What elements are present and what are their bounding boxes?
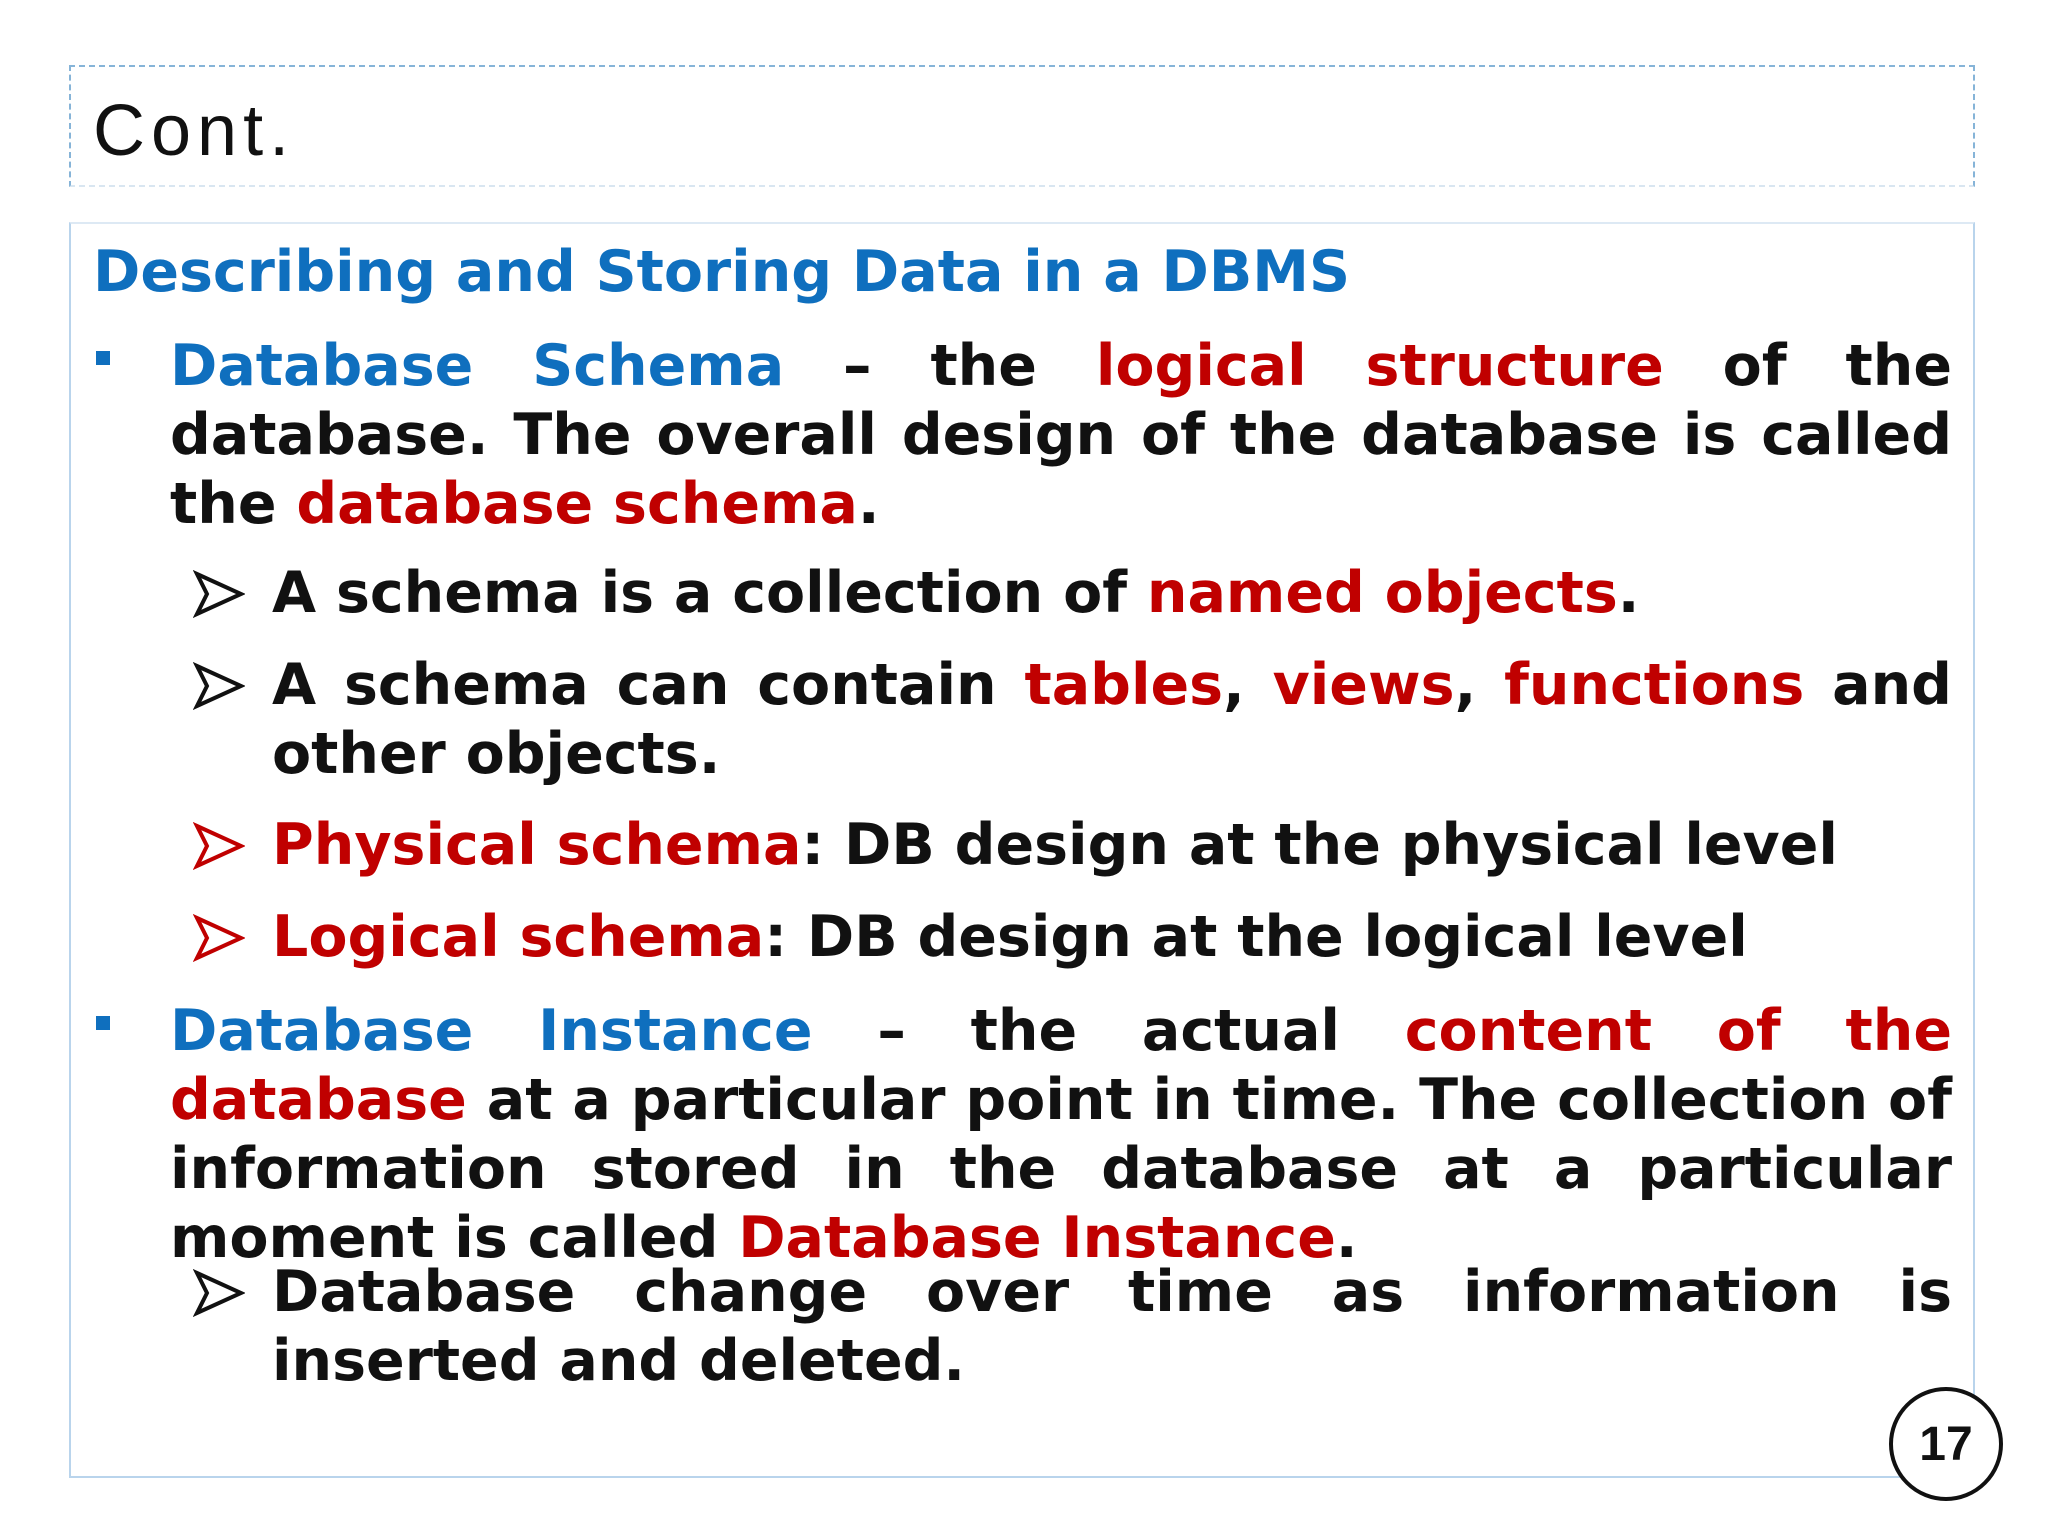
dash: –: [877, 998, 906, 1064]
text: and: [1832, 652, 1952, 718]
text: ,: [1454, 652, 1477, 718]
text: the: [930, 333, 1037, 399]
arrow-bullet-icon: [193, 822, 245, 870]
arrow-bullet-icon: [193, 662, 245, 710]
sub-database-change: [272, 1258, 1952, 1396]
content-box: [69, 222, 1975, 1478]
sub-schema-contents: [272, 651, 1952, 789]
text: Database change over time as information is inserted and deleted.: [272, 1259, 1952, 1394]
text: ,: [1223, 652, 1245, 718]
highlight-logical-schema: Logical schema: [272, 904, 765, 970]
section-heading: Describing and Storing Data in a DBMS: [93, 239, 1351, 305]
square-bullet-icon: [96, 351, 110, 365]
highlight-database-instance: Database Instance: [738, 1205, 1336, 1271]
text: database. The overall design of the database is called: [170, 402, 1952, 468]
text: A schema can contain: [272, 652, 997, 718]
text: : DB design at the logical level: [764, 904, 1748, 970]
arrow-bullet-icon: [193, 1269, 245, 1317]
term-database-instance: Database Instance: [170, 998, 813, 1064]
bullet-database-instance: [170, 997, 1952, 1273]
text: the: [170, 471, 277, 537]
text: other objects.: [272, 721, 721, 787]
highlight-database-schema: database schema: [296, 471, 858, 537]
arrow-bullet-icon: [193, 570, 245, 618]
highlight-logical-structure: logical structure: [1095, 333, 1664, 399]
highlight-views: views: [1272, 652, 1455, 718]
text: .: [1617, 560, 1640, 626]
term-database-schema: Database Schema: [170, 333, 785, 399]
text: at a particular point in time. The collection of information stored in the database at a particular moment is called: [170, 1067, 1952, 1271]
arrow-bullet-icon: [193, 914, 245, 962]
sub-named-objects: [272, 559, 1952, 628]
text: .: [1335, 1205, 1358, 1271]
sub-physical-schema: [272, 811, 1952, 880]
highlight-named-objects: named objects: [1146, 560, 1618, 626]
highlight-tables: tables: [1024, 652, 1224, 718]
bullet-database-schema: [170, 332, 1952, 539]
text: A schema is a collection of: [272, 560, 1128, 626]
highlight-physical-schema: Physical schema: [272, 812, 802, 878]
highlight-content-of-the: content of the: [1404, 998, 1952, 1064]
highlight-functions: functions: [1504, 652, 1805, 718]
square-bullet-icon: [96, 1016, 110, 1030]
text: of the: [1722, 333, 1952, 399]
page-number: 17: [1889, 1387, 2003, 1501]
text: the actual: [970, 998, 1340, 1064]
text: .: [857, 471, 880, 537]
text: : DB design at the physical level: [801, 812, 1838, 878]
highlight-database: database: [170, 1067, 467, 1133]
sub-logical-schema: [272, 903, 1952, 972]
title-box: [69, 65, 1975, 187]
slide-title: Cont.: [93, 91, 296, 171]
dash: –: [843, 333, 872, 399]
